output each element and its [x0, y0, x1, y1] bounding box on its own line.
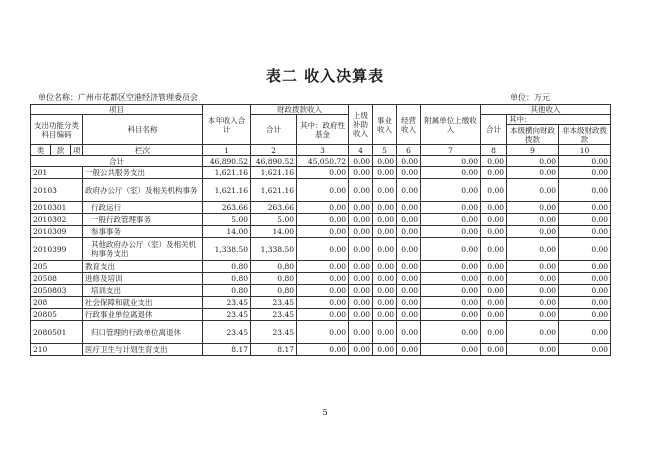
value-cell: 0.00	[373, 226, 397, 238]
value-cell: 0.00	[349, 309, 373, 321]
value-cell: 0.00	[507, 273, 559, 285]
value-cell: 0.00	[559, 344, 611, 356]
value-cell: 0.00	[397, 297, 421, 309]
table-row	[31, 226, 611, 238]
col-num: 5	[373, 145, 397, 156]
value-cell: 0.00	[481, 202, 507, 214]
value-cell: 0.00	[397, 226, 421, 238]
value-cell: 0.00	[559, 226, 611, 238]
value-cell: 0.00	[507, 344, 559, 356]
value-cell: 0.00	[481, 214, 507, 226]
value-cell: 0.00	[507, 202, 559, 214]
value-cell: 0.00	[481, 309, 507, 321]
value-cell: 0.00	[507, 238, 559, 261]
value-cell: 0.00	[481, 344, 507, 356]
table-row	[31, 167, 611, 179]
value-cell: 23.45	[203, 297, 251, 309]
value-cell: 23.45	[251, 321, 297, 344]
value-cell: 0.00	[421, 202, 481, 214]
value-cell: 0.00	[349, 179, 373, 202]
subject-code: 2010302	[31, 214, 83, 226]
value-cell: 8.17	[203, 344, 251, 356]
subject-code: 205	[31, 261, 83, 273]
value-cell: 5.00	[203, 214, 251, 226]
value-cell: 0.00	[481, 261, 507, 273]
value-cell: 0.00	[397, 321, 421, 344]
value-cell: 0.00	[373, 273, 397, 285]
total-cell: 0.00	[421, 156, 481, 167]
value-cell: 0.00	[481, 167, 507, 179]
value-cell: 1,621.16	[203, 179, 251, 202]
header-project: 项目	[31, 105, 203, 115]
value-cell: 0.00	[373, 309, 397, 321]
value-cell: 23.45	[203, 309, 251, 321]
header-other-nonlocal: 非本级财政拨款	[559, 125, 611, 145]
value-cell: 0.00	[397, 309, 421, 321]
col-num: 8	[481, 145, 507, 156]
value-cell: 0.00	[481, 273, 507, 285]
total-cell: 0.00	[559, 156, 611, 167]
value-cell: 0.80	[203, 285, 251, 297]
subject-name: 教育支出	[83, 261, 203, 273]
total-cell: 0.00	[507, 156, 559, 167]
value-cell: 0.00	[349, 167, 373, 179]
value-cell: 0.00	[297, 202, 349, 214]
value-cell: 0.00	[559, 261, 611, 273]
value-cell: 0.00	[297, 226, 349, 238]
header-lei: 类	[31, 145, 51, 156]
subject-code: 2080501	[31, 321, 83, 344]
value-cell: 0.80	[251, 285, 297, 297]
subject-name: 进修及培训	[83, 273, 203, 285]
value-cell: 14.00	[251, 226, 297, 238]
value-cell: 0.00	[373, 214, 397, 226]
value-cell: 0.80	[251, 273, 297, 285]
value-cell: 0.00	[397, 179, 421, 202]
value-cell: 0.00	[481, 297, 507, 309]
col-num: 7	[421, 145, 481, 156]
value-cell: 0.00	[373, 285, 397, 297]
header-func-code: 支出功能分类科目编码	[31, 115, 83, 145]
total-cell: 45,050.72	[297, 156, 349, 167]
subject-code: 2010309	[31, 226, 83, 238]
value-cell: 0.00	[507, 261, 559, 273]
total-cell: 0.00	[349, 156, 373, 167]
value-cell: 0.00	[397, 285, 421, 297]
table-row	[31, 321, 611, 344]
value-cell: 0.00	[481, 238, 507, 261]
value-cell: 0.00	[481, 179, 507, 202]
value-cell: 5.00	[251, 214, 297, 226]
total-cell: 46,890.52	[251, 156, 297, 167]
subject-name: 医疗卫生与计划生育支出	[83, 344, 203, 356]
header-fiscal: 财政拨款收入	[251, 105, 349, 115]
value-cell: 0.00	[481, 285, 507, 297]
value-cell: 1,338.50	[203, 238, 251, 261]
header-other-of: 其中：	[507, 115, 611, 125]
subject-name: 行政事业单位离退休	[83, 309, 203, 321]
value-cell: 0.00	[507, 297, 559, 309]
value-cell: 23.45	[251, 309, 297, 321]
subject-name: 政府办公厅（室）及相关机构事务	[83, 179, 203, 202]
header-upper: 上级补助收入	[349, 105, 373, 145]
table-row	[31, 202, 611, 214]
col-num: 9	[507, 145, 559, 156]
value-cell: 0.00	[297, 238, 349, 261]
value-cell: 0.80	[251, 261, 297, 273]
value-cell: 0.00	[297, 179, 349, 202]
value-cell: 0.00	[373, 202, 397, 214]
subject-code: 2050803	[31, 285, 83, 297]
table-row	[31, 238, 611, 261]
value-cell: 0.00	[421, 226, 481, 238]
value-cell: 0.00	[373, 179, 397, 202]
subject-code: 20805	[31, 309, 83, 321]
value-cell: 0.00	[373, 321, 397, 344]
value-cell: 0.00	[559, 214, 611, 226]
table-row	[31, 214, 611, 226]
value-cell: 263.66	[251, 202, 297, 214]
value-cell: 0.80	[203, 273, 251, 285]
value-cell: 0.00	[297, 297, 349, 309]
value-cell: 1,621.16	[251, 167, 297, 179]
value-cell: 0.00	[481, 321, 507, 344]
value-cell: 0.00	[507, 285, 559, 297]
col-num: 10	[559, 145, 611, 156]
value-cell: 0.00	[373, 297, 397, 309]
value-cell: 1,621.16	[203, 167, 251, 179]
value-cell: 0.00	[349, 214, 373, 226]
header-operating: 经营收入	[397, 105, 421, 145]
value-cell: 0.00	[397, 238, 421, 261]
value-cell: 0.00	[397, 344, 421, 356]
subject-code: 20103	[31, 179, 83, 202]
unit-label: 单位：万元	[510, 93, 550, 102]
value-cell: 0.00	[421, 214, 481, 226]
header-fiscal-total: 合计	[251, 115, 297, 145]
value-cell: 23.45	[203, 321, 251, 344]
total-cell: 46,890.52	[203, 156, 251, 167]
value-cell: 1,621.16	[251, 179, 297, 202]
value-cell: 0.00	[559, 238, 611, 261]
value-cell: 0.00	[507, 179, 559, 202]
table-row	[31, 297, 611, 309]
table-row	[31, 261, 611, 273]
table-row	[31, 309, 611, 321]
header-business: 事业收入	[373, 105, 397, 145]
header-row-index: 栏次	[83, 145, 203, 156]
value-cell: 0.00	[297, 309, 349, 321]
value-cell: 0.00	[559, 273, 611, 285]
total-label: 合计	[31, 156, 203, 167]
total-cell: 0.00	[373, 156, 397, 167]
page-title: 表二 收入决算表	[265, 67, 385, 85]
value-cell: 0.00	[373, 261, 397, 273]
header-kuan: 款	[51, 145, 71, 156]
value-cell: 8.17	[251, 344, 297, 356]
value-cell: 0.00	[421, 297, 481, 309]
header-subject-name: 科目名称	[83, 115, 203, 145]
value-cell: 0.00	[421, 238, 481, 261]
value-cell: 0.00	[297, 321, 349, 344]
value-cell: 0.00	[373, 344, 397, 356]
table-row	[31, 273, 611, 285]
value-cell: 0.00	[421, 167, 481, 179]
subject-name: 一般公共服务支出	[83, 167, 203, 179]
value-cell: 0.00	[373, 167, 397, 179]
subject-name: 培训支出	[83, 285, 203, 297]
subject-name: 其他政府办公厅（室）及相关机构事务支出	[83, 238, 203, 261]
subject-name: 归口管理的行政单位离退休	[83, 321, 203, 344]
value-cell: 0.00	[559, 321, 611, 344]
col-num: 2	[251, 145, 297, 156]
col-num: 1	[203, 145, 251, 156]
total-row	[31, 156, 611, 167]
total-cell: 0.00	[397, 156, 421, 167]
value-cell: 0.00	[397, 167, 421, 179]
value-cell: 0.00	[373, 238, 397, 261]
subject-name: 社会保障和就业支出	[83, 297, 203, 309]
value-cell: 0.00	[349, 226, 373, 238]
subject-name: 一般行政管理事务	[83, 214, 203, 226]
subject-code: 210	[31, 344, 83, 356]
value-cell: 0.00	[507, 167, 559, 179]
value-cell: 0.00	[507, 321, 559, 344]
value-cell: 0.00	[421, 261, 481, 273]
value-cell: 0.00	[559, 297, 611, 309]
value-cell: 0.00	[507, 226, 559, 238]
value-cell: 0.00	[397, 214, 421, 226]
value-cell: 0.00	[397, 273, 421, 285]
value-cell: 14.00	[203, 226, 251, 238]
subject-code: 2010301	[31, 202, 83, 214]
value-cell: 263.66	[203, 202, 251, 214]
value-cell: 0.00	[421, 344, 481, 356]
subject-code: 2010399	[31, 238, 83, 261]
value-cell: 0.00	[559, 167, 611, 179]
value-cell: 0.00	[559, 285, 611, 297]
value-cell: 0.00	[421, 309, 481, 321]
value-cell: 0.00	[559, 309, 611, 321]
header-xiang: 项	[71, 145, 83, 156]
header-fiscal-fund: 其中：政府性基金	[297, 115, 349, 145]
value-cell: 0.00	[349, 202, 373, 214]
value-cell: 0.00	[397, 261, 421, 273]
value-cell: 0.00	[349, 344, 373, 356]
page-number: 5	[322, 408, 328, 417]
table-row	[31, 285, 611, 297]
value-cell: 0.00	[297, 285, 349, 297]
value-cell: 0.00	[481, 226, 507, 238]
value-cell: 0.00	[349, 297, 373, 309]
value-cell: 0.00	[297, 261, 349, 273]
total-cell: 0.00	[481, 156, 507, 167]
col-num: 6	[397, 145, 421, 156]
subject-code: 20508	[31, 273, 83, 285]
value-cell: 0.00	[349, 261, 373, 273]
value-cell: 0.00	[349, 321, 373, 344]
value-cell: 0.00	[349, 285, 373, 297]
header-other: 其他收入	[481, 105, 611, 115]
value-cell: 0.00	[297, 344, 349, 356]
value-cell: 0.00	[297, 214, 349, 226]
unit-name: 单位名称：广州市花都区空港经济管理委员会	[38, 93, 198, 102]
subject-code: 208	[31, 297, 83, 309]
value-cell: 0.00	[421, 273, 481, 285]
value-cell: 0.00	[349, 238, 373, 261]
subject-name: 行政运行	[83, 202, 203, 214]
header-other-total: 合计	[481, 115, 507, 145]
col-num: 3	[297, 145, 349, 156]
value-cell: 1,338.50	[251, 238, 297, 261]
value-cell: 0.00	[421, 321, 481, 344]
value-cell: 0.00	[297, 167, 349, 179]
subject-name: 参事事务	[83, 226, 203, 238]
value-cell: 0.00	[349, 273, 373, 285]
value-cell: 0.00	[559, 179, 611, 202]
value-cell: 0.00	[421, 179, 481, 202]
value-cell: 0.00	[559, 202, 611, 214]
table-row	[31, 179, 611, 202]
header-subsidiary: 附属单位上缴收入	[421, 105, 481, 145]
table-row	[31, 344, 611, 356]
value-cell: 0.00	[507, 309, 559, 321]
col-num: 4	[349, 145, 373, 156]
income-table	[30, 104, 611, 356]
header-other-local: 本级横向财政拨款	[507, 125, 559, 145]
value-cell: 0.00	[397, 202, 421, 214]
value-cell: 0.00	[507, 214, 559, 226]
value-cell: 23.45	[251, 297, 297, 309]
value-cell: 0.80	[203, 261, 251, 273]
header-this-year: 本年收入合计	[203, 105, 251, 145]
value-cell: 0.00	[297, 273, 349, 285]
value-cell: 0.00	[421, 285, 481, 297]
subject-code: 201	[31, 167, 83, 179]
